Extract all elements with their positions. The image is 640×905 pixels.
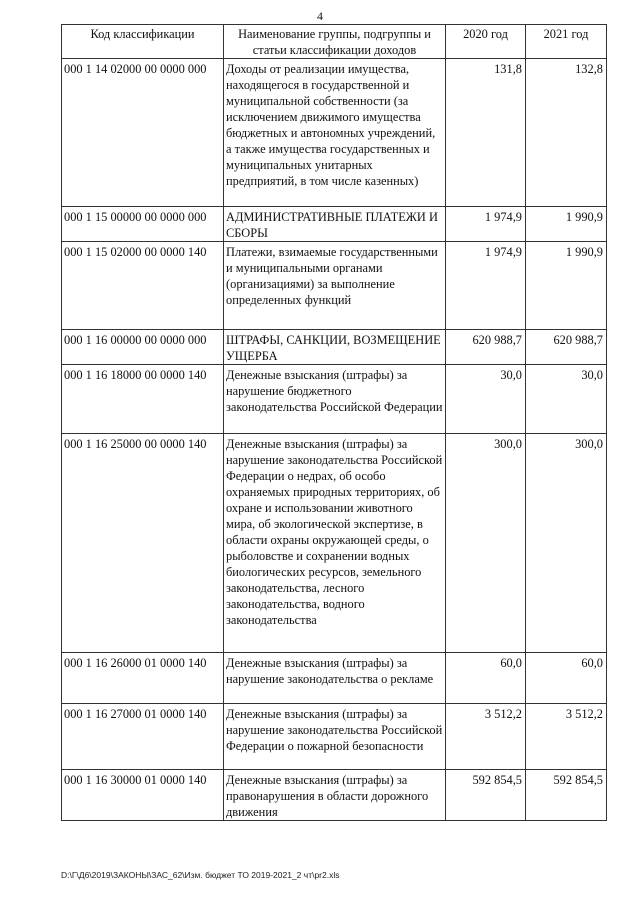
row-name: Денежные взыскания (штрафы) за правонарушения в области дорожного движения (224, 770, 446, 821)
table-header-row (62, 25, 607, 59)
row-name: Денежные взыскания (штрафы) за нарушение законодательства Российской Федерации о пожарной безопасности (224, 704, 446, 770)
row-value-2021: 132,8 (526, 59, 607, 207)
row-name: Денежные взыскания (штрафы) за нарушение законодательства Российской Федерации о недрах, об особо охраняемых природных территориях, об охране и использовании животного мира, об экологической экспертизе, в области охраны окружающей среды, о рыболовстве и сохранении водных биологических ресурсов, земельного законодательства, лесного законодательства, водного законодательства (224, 434, 446, 653)
row-value-2020: 30,0 (446, 365, 526, 434)
row-value-2020: 620 988,7 (446, 330, 526, 365)
row-code: 000 1 14 02000 00 0000 000 (62, 59, 224, 207)
header-year-2021: 2021 год (526, 25, 607, 59)
row-value-2020: 592 854,5 (446, 770, 526, 821)
row-value-2021: 3 512,2 (526, 704, 607, 770)
row-value-2021: 30,0 (526, 365, 607, 434)
row-code: 000 1 16 30000 01 0000 140 (62, 770, 224, 821)
table-row (62, 434, 607, 653)
row-value-2020: 300,0 (446, 434, 526, 653)
row-name: АДМИНИСТРАТИВНЫЕ ПЛАТЕЖИ И СБОРЫ (224, 207, 446, 242)
row-name: Денежные взыскания (штрафы) за нарушение бюджетного законодательства Российской Федерации (224, 365, 446, 434)
row-name: Платежи, взимаемые государственными и муниципальными органами (организациями) за выполнение определенных функций (224, 242, 446, 330)
row-code: 000 1 15 02000 00 0000 140 (62, 242, 224, 330)
row-code: 000 1 16 18000 00 0000 140 (62, 365, 224, 434)
row-value-2021: 1 990,9 (526, 207, 607, 242)
row-code: 000 1 16 25000 00 0000 140 (62, 434, 224, 653)
row-name: Денежные взыскания (штрафы) за нарушение законодательства о рекламе (224, 653, 446, 704)
row-value-2021: 620 988,7 (526, 330, 607, 365)
table-row (62, 59, 607, 207)
row-value-2021: 1 990,9 (526, 242, 607, 330)
row-value-2020: 131,8 (446, 59, 526, 207)
row-value-2020: 1 974,9 (446, 242, 526, 330)
row-code: 000 1 16 00000 00 0000 000 (62, 330, 224, 365)
header-year-2020: 2020 год (446, 25, 526, 59)
table-row (62, 242, 607, 330)
row-code: 000 1 16 27000 01 0000 140 (62, 704, 224, 770)
row-value-2020: 60,0 (446, 653, 526, 704)
row-value-2021: 60,0 (526, 653, 607, 704)
table-row (62, 653, 607, 704)
table-row (62, 365, 607, 434)
file-path-footer: D:\Г\Д6\2019\ЗАКОНЫ\ЗАС_62\Изм. бюджет ТО 2019-2021_2 чт\pr2.xls (61, 870, 340, 880)
table-row (62, 704, 607, 770)
row-value-2020: 1 974,9 (446, 207, 526, 242)
revenue-classification-table (61, 24, 607, 821)
row-code: 000 1 15 00000 00 0000 000 (62, 207, 224, 242)
row-name: Доходы от реализации имущества, находящегося в государственной и муниципальной собственности (за исключением движимого имущества бюджетных и автономных учреждений, а также имущества государственных и муниципальных унитарных предприятий, в том числе казенных) (224, 59, 446, 207)
table-row (62, 207, 607, 242)
page-number: 4 (317, 9, 323, 23)
header-code: Код классификации (62, 25, 224, 59)
row-name: ШТРАФЫ, САНКЦИИ, ВОЗМЕЩЕНИЕ УЩЕРБА (224, 330, 446, 365)
table-row (62, 770, 607, 821)
table-row (62, 330, 607, 365)
row-value-2020: 3 512,2 (446, 704, 526, 770)
row-value-2021: 300,0 (526, 434, 607, 653)
header-name: Наименование группы, подгруппы и статьи классификации доходов (224, 25, 446, 59)
row-value-2021: 592 854,5 (526, 770, 607, 821)
row-code: 000 1 16 26000 01 0000 140 (62, 653, 224, 704)
